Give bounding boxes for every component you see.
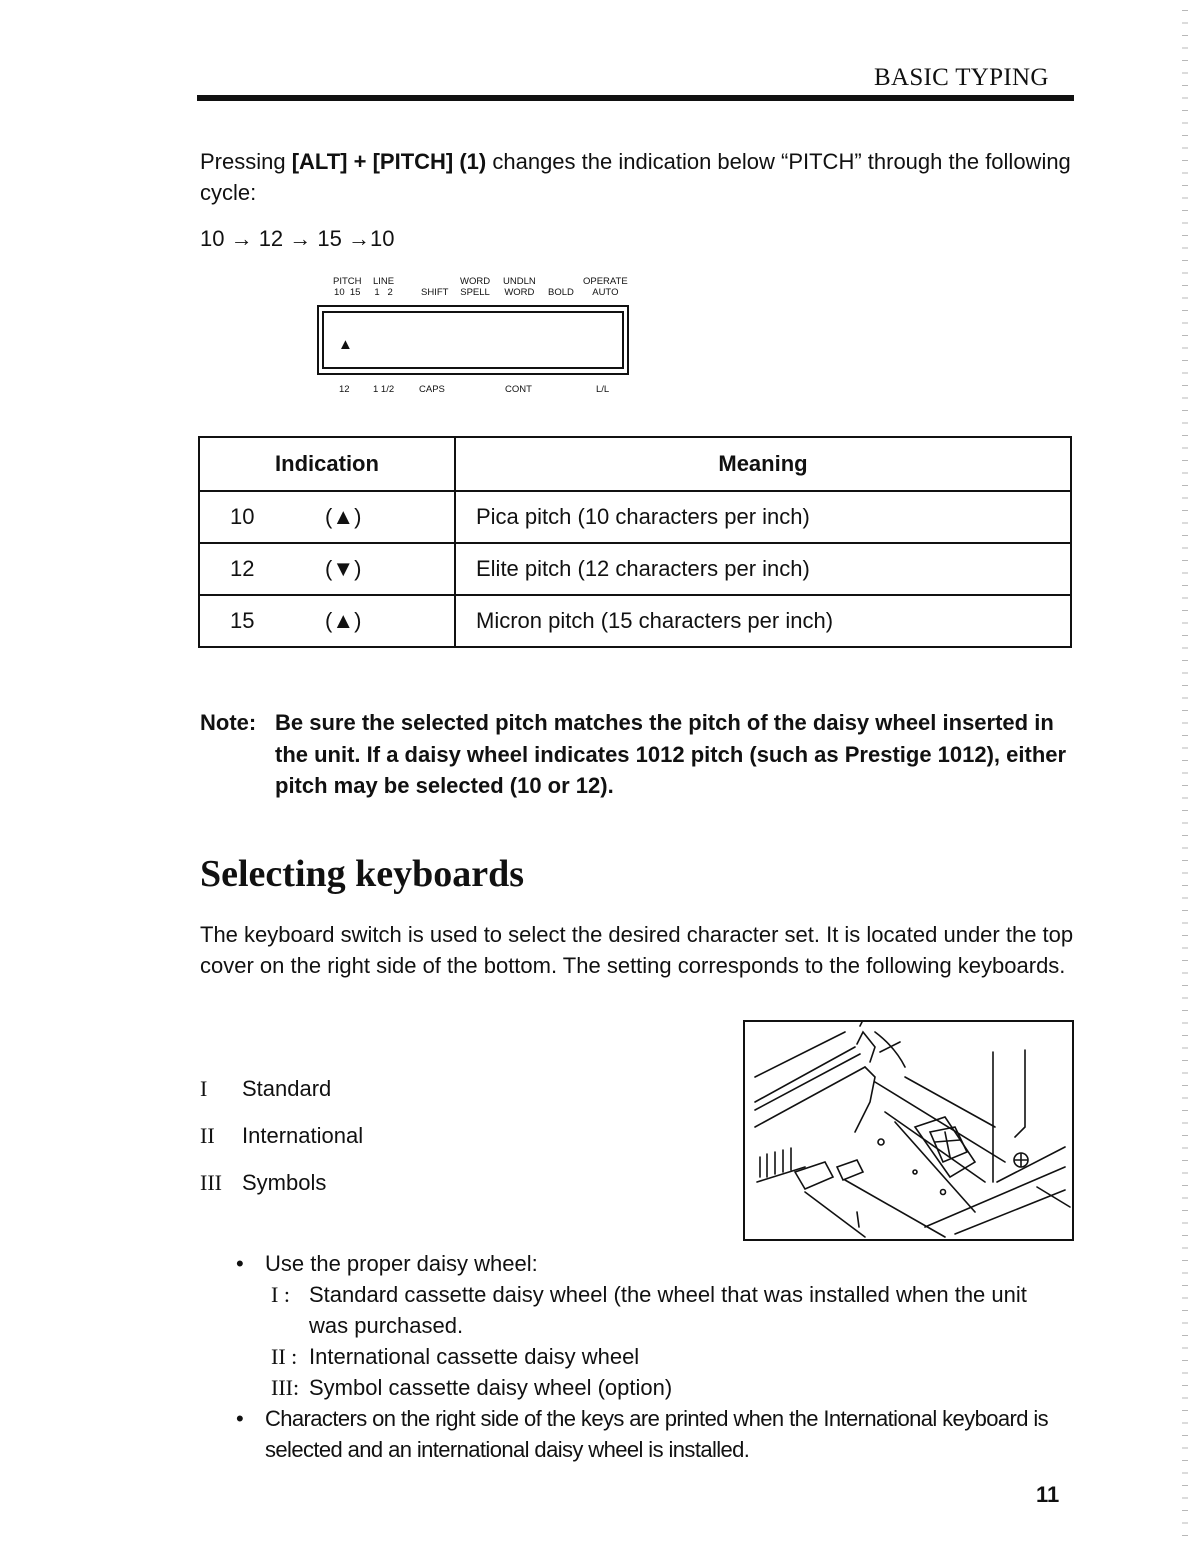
label-line: LINE 1 2 — [373, 276, 395, 298]
label-undln-word: UNDLN WORD — [503, 276, 536, 298]
roman-numeral: III — [200, 1170, 222, 1195]
bullet-text: Use the proper daisy wheel: — [265, 1251, 538, 1276]
roman-numeral: II — [200, 1123, 215, 1148]
display-bottom-labels — [333, 384, 633, 398]
sub-item — [236, 1279, 1066, 1341]
keyboard-label: Symbols — [242, 1170, 327, 1195]
indication-cell — [199, 491, 455, 543]
label-operate-auto: OPERATE AUTO — [583, 276, 628, 298]
display-top-labels — [333, 276, 633, 306]
sub-item — [236, 1372, 1066, 1403]
indication-cell — [199, 543, 455, 595]
table-row — [199, 491, 1071, 543]
note-label: Note: — [200, 710, 257, 735]
keyboard-switch-illustration — [743, 1020, 1074, 1241]
roman-numeral: II : — [271, 1344, 298, 1369]
intro-text-suffix: changes the indication below “PITCH” through the following cycle: — [200, 149, 1071, 205]
plus-sign: + — [347, 149, 373, 174]
display-screen — [322, 311, 624, 369]
bullet-item — [236, 1403, 1066, 1465]
label-shift: SHIFT — [421, 287, 449, 298]
down-triangle-icon: (▼) — [325, 556, 362, 581]
label-word-spell: WORD SPELL — [460, 276, 491, 298]
table-header-row — [199, 437, 1071, 491]
label-cont: CONT — [505, 384, 532, 395]
roman-numeral: I : — [271, 1282, 290, 1307]
note-block — [200, 707, 1080, 802]
page-number: 11 — [1036, 1482, 1060, 1507]
pitch-cycle: 10 → 12 → 15 →10 — [200, 226, 395, 251]
section-header: BASIC TYPING — [874, 64, 1049, 91]
table-row — [199, 543, 1071, 595]
keyboard-label: International — [242, 1123, 364, 1148]
scan-edge-ticks — [1182, 0, 1188, 1542]
label-12: 12 — [339, 384, 350, 395]
pitch-table — [198, 436, 1072, 648]
pitch-value: 15 — [230, 608, 255, 633]
pitch-key-label: [PITCH] (1) — [372, 149, 487, 174]
label-ll: L/L — [596, 384, 610, 395]
section-heading: Selecting keyboards — [200, 853, 525, 895]
pitch-value: 12 — [230, 556, 255, 581]
roman-numeral: III: — [271, 1375, 300, 1400]
bullet-text: Characters on the right side of the keys are printed when the International keyboard is selected and an international daisy wheel is installed. — [265, 1406, 1049, 1462]
intro-paragraph — [200, 146, 1080, 208]
display-panel — [317, 305, 629, 375]
sub-item-text: Symbol cassette daisy wheel (option) — [309, 1375, 673, 1400]
indication-cell — [199, 595, 455, 647]
meaning-cell: Pica pitch (10 characters per inch) — [455, 491, 1071, 543]
pitch-value: 10 — [230, 504, 255, 529]
sub-item — [236, 1341, 1066, 1372]
switch-drawing — [745, 1022, 1072, 1239]
section-body: The keyboard switch is used to select the desired character set. It is located under the top cover on the right side of the bottom. The setting corresponds to the following keyboards. — [200, 922, 1074, 978]
header-indication: Indication — [199, 437, 455, 491]
roman-numeral: I — [200, 1076, 208, 1101]
intro-text: Pressing — [200, 149, 292, 174]
sub-item-text: International cassette daisy wheel — [309, 1344, 640, 1369]
label-pitch: PITCH 10 15 — [333, 276, 362, 298]
label-bold: BOLD — [548, 287, 574, 298]
meaning-cell: Elite pitch (12 characters per inch) — [455, 543, 1071, 595]
up-triangle-icon: (▲) — [325, 608, 362, 633]
table-row — [199, 595, 1071, 647]
label-caps: CAPS — [419, 384, 445, 395]
meaning-cell: Micron pitch (15 characters per inch) — [455, 595, 1071, 647]
sub-item-text: Standard cassette daisy wheel (the wheel that was installed when the unit was purchased. — [309, 1282, 1027, 1338]
up-triangle-icon: (▲) — [325, 504, 362, 529]
bullet-dot-icon: • — [236, 1251, 244, 1276]
alt-key-label: [ALT] — [291, 149, 348, 174]
notes-bullet-list — [236, 1248, 1066, 1465]
pitch-indicator-up-icon: ▲ — [338, 336, 353, 353]
keyboard-label: Standard — [242, 1076, 332, 1101]
note-text: Be sure the selected pitch matches the pitch of the daisy wheel inserted in the unit. If a daisy wheel indicates 1012 pitch (such as Prestige 1012), either pitch may be selected (10 or 12). — [275, 710, 1067, 798]
header-rule — [197, 95, 1074, 101]
label-line-1-5: 1 1/2 — [373, 384, 395, 395]
header-meaning: Meaning — [455, 437, 1071, 491]
bullet-dot-icon: • — [236, 1406, 244, 1431]
bullet-item — [236, 1248, 1066, 1279]
